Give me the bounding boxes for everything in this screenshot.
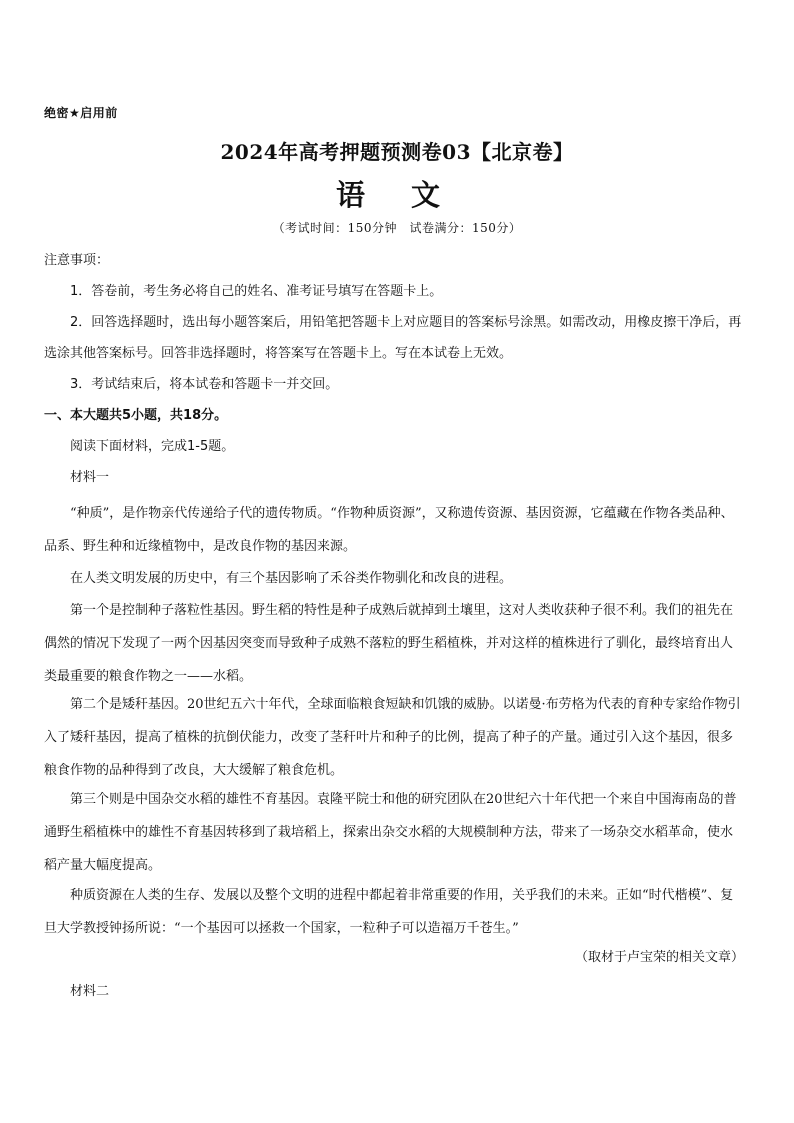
reading-instruction: 阅读下面材料，完成1-5题。 — [70, 439, 235, 454]
material-1-paragraph-4: 第二个是矮秆基因。20世纪五六十年代，全球面临粮食短缺和饥饿的威胁。以诺曼·布劳格为代表的育种专家给作物引入了矮秆基因，提高了植株的抗倒伏能力，改变了茎秆叶片和种子的比例，提高了种子的产量。通过引入这个基因，很多粮食作物的品种得到了改良，大大缓解了粮食危机。 — [44, 697, 741, 778]
material-1-paragraph-1: “种质”，是作物亲代传递给子代的遗传物质。“作物种质资源”，又称遗传资源、基因资源，它蕴藏在作物各类品种、品系、野生种和近缘植物中，是改良作物的基因来源。 — [44, 506, 734, 554]
notice-heading: 注意事项： — [44, 253, 110, 268]
material-1-paragraph-5: 第三个则是中国杂交水稻的雄性不育基因。袁隆平院士和他的研究团队在20世纪六十年代把一个来自中国海南岛的普通野生稻植株中的雄性不育基因转移到了栽培稻上，探索出杂交水稻的大规模制种方法，带来了一场杂交水稻革命，使水稻产量大幅度提高。 — [44, 792, 737, 873]
notice-item-1: 1．答卷前，考生务必将自己的姓名、准考证号填写在答题卡上。 — [70, 284, 443, 299]
section-heading: 一、本大题共5小题，共18分。 — [44, 408, 228, 423]
material-1-source: （取材于卢宝荣的相关文章） — [574, 950, 744, 965]
material-1-paragraph-6: 种质资源在人类的生存、发展以及整个文明的进程中都起着非常重要的作用，关乎我们的未来。正如“时代楷模”、复旦大学教授钟扬所说：“一个基因可以拯救一个国家，一粒种子可以造福万千苍生。” — [44, 888, 734, 936]
subject-title: 语 文 — [335, 178, 459, 212]
material-1-paragraph-3: 第一个是控制种子落粒性基因。野生稻的特性是种子成熟后就掉到土壤里，这对人类收获种子很不利。我们的祖先在偶然的情况下发现了一两个因基因突变而导致种子成熟不落粒的野生稻植株，并对这样的植株进行了驯化，最终培育出人类最重要的粮食作物之一——水稻。 — [44, 603, 734, 684]
material-1-label: 材料一 — [70, 470, 110, 485]
notice-item-2: 2．回答选择题时，选出每小题答案后，用铅笔把答题卡上对应题目的答案标号涂黑。如需改动，用橡皮擦干净后，再选涂其他答案标号。回答非选择题时，将答案写在答题卡上。写在本试卷上无效。 — [44, 315, 742, 361]
page-title: 2024年高考押题预测卷03【北京卷】 — [220, 140, 574, 164]
notice-item-3: 3．考试结束后，将本试卷和答题卡一并交回。 — [70, 377, 339, 392]
material-2-label: 材料二 — [70, 984, 110, 999]
exam-info: （考试时间：150分钟 试卷满分：150分） — [272, 221, 522, 235]
material-1-paragraph-2: 在人类文明发展的历史中，有三个基因影响了禾谷类作物驯化和改良的进程。 — [70, 571, 513, 586]
secret-mark: 绝密★启用前 — [44, 106, 118, 120]
